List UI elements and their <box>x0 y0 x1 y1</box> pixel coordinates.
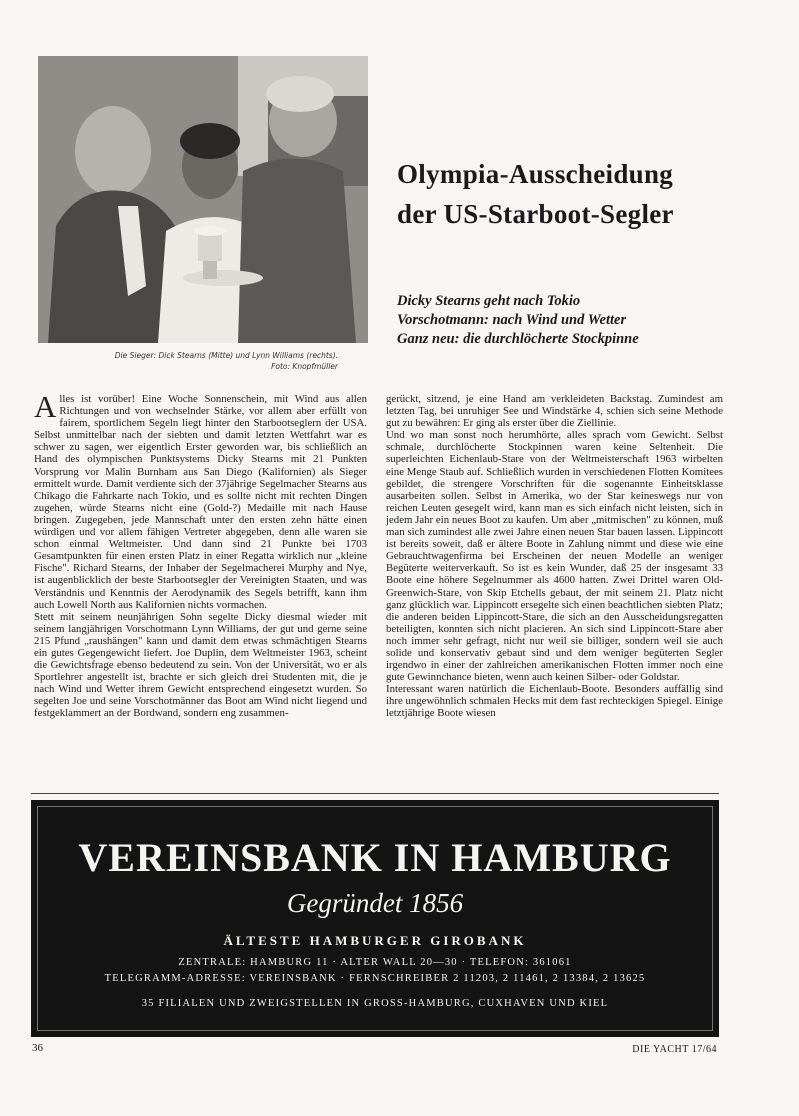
article-headline <box>397 154 787 234</box>
advert-address: ZENTRALE: HAMBURG 11 · ALTER WALL 20—30 · TELEFON: 361061 <box>178 957 572 968</box>
bank-advertisement <box>31 800 719 1037</box>
magazine-footer: DIE YACHT 17/64 <box>632 1044 717 1055</box>
drop-cap: A <box>34 389 57 424</box>
photo-illustration <box>38 56 368 343</box>
advert-rule <box>31 793 719 794</box>
paragraph-text: lles ist vorüber! Eine Woche Sonnenschein, mit Wind aus allen Richtungen und von wechselnder Stärke, vor allem aber erfüllt von fairem, sportlichem Segeln liegt hinter den Starbootseglern der USA. Selbst unmittelbar nach der siebten und damit letzten Wettfahrt war es schwer zu sagen, wer eigentlich Erster geworden war, bis schließlich an Hand des olympischen Punktsystems Dicky Stearns mit 21 Punkten Vorsprung vor Malin Burnham aus San Diego (Kalifornien) als Sieger ermittelt wurde. Damit verdiente sich der 37jährige Segelmacher Stearns aus Chikago die Fahrkarte nach Tokio, und es sollte nicht mit rechten Dingen zugehen, würde Stearns nicht eine (Gold-?) Medaille mit nach Hause bringen. Zugegeben, jede Mannschaft unter den ersten zehn hätte einen würdigen und vor allem fähigen Vertreter abgegeben, denn alle waren sie schon einmal Weltmeister. Und dann sind 21 Punkte bei 1703 Gesamtpunkten für einen ersten Platz in einer Regatta wirklich nur „kleine Fische". Richard Stearns, der Inhaber der Segelmacherei Murphy and Nye, ist augenblicklich der beste Starbootsegler der Vereinigten Staaten, und was Verständnis und Kenntnis der Aerodynamik des Segels betrifft, kann ihm auch Lowell North aus Kalifornien nichts vormachen. <box>34 393 367 611</box>
advert-founded: Gegründet 1856 <box>286 888 464 918</box>
article-subheadings <box>397 292 787 349</box>
subhead-line-3: Ganz neu: die durchlöcherte Stockpinne <box>397 331 639 347</box>
photo-caption <box>38 350 338 372</box>
subhead-line-1: Dicky Stearns geht nach Tokio <box>397 293 581 309</box>
article-photo <box>38 56 368 343</box>
paragraph <box>34 389 367 611</box>
advert-branches: 35 FILIALEN UND ZWEIGSTELLEN IN GROSS-HAMBURG, CUXHAVEN UND KIEL <box>141 998 609 1009</box>
photo-credit: Foto: Knopfmüller <box>271 362 338 371</box>
article-column-1 <box>34 389 367 720</box>
headline-line-2: der US-Starboot-Segler <box>397 199 674 229</box>
advert-telegram: TELEGRAMM-ADRESSE: VEREINSBANK · FERNSCHREIBER 2 11203, 2 11461, 2 13384, 2 13625 <box>104 973 646 984</box>
headline-line-1: Olympia-Ausscheidung <box>397 159 674 189</box>
paragraph: gerückt, sitzend, je eine Hand am verkleideten Backstag. Zumindest am letzten Tag, bei unruhiger See und Windstärke 4, schien sich seine Methode gut zu bewähren: Er ging als erster über die Ziellinie. <box>386 393 723 430</box>
advert-tagline: ÄLTESTE HAMBURGER GIROBANK <box>223 933 527 948</box>
article-column-2 <box>386 393 723 720</box>
advert-bank-name: VEREINSBANK IN HAMBURG <box>78 835 672 880</box>
page-number: 36 <box>32 1042 43 1054</box>
paragraph: Stett mit seinem neunjährigen Sohn segelte Dicky diesmal wieder mit seinem langjährigen Vorschotmann Lynn Williams, der gut und gerne seine 215 Pfund „raushängen" kann und damit dem etwas schmächtigen Stearns ein gutes Gegengewicht liefert. Joe Duplin, dem Weltmeister 1963, scheint die Gewichtsfrage ebenso bedeutend zu sein. Von der Universität, wo er als Sportlehrer angestellt ist, brachte er sich gleich drei Studenten mit, die je nach Wind und Wetter ihrem Gewicht entsprechend eingesetzt wurden. So segelten Joe und seine Vorschotmänner das Boot am Wind nicht liegend und festgeklammert an der Bordwand, sondern eng zusammen- <box>34 610 367 720</box>
caption-text: Die Sieger: Dick Stearns (Mitte) und Lynn Williams (rechts). <box>114 351 338 360</box>
paragraph: Interessant waren natürlich die Eichenlaub-Boote. Besonders auffällig sind ihre ungewöhnlich schmalen Hecks mit dem fast rechteckigen Spiegel. Einige letztjährige Boote wiesen <box>386 683 723 720</box>
paragraph: Und wo man sonst noch herumhörte, alles sprach vom Gewicht. Selbst schmale, durchlöcherte Stockpinnen waren keine Seltenheit. Die superleichten Eichenlaub-Stare von der Weltmeisterschaft 1963 wirbelten eine Menge Staub auf. Schließlich wurden in verschiedenen Flotten Komitees gebildet, die strengere Vorschriften für die sogenannte Einheitsklasse ausarbeiten sollen. Selbst in Amerika, wo der Star keineswegs nur von reichen Leuten gesegelt wird, kann man es sich einfach nicht leisten, sich in jedem Jahr ein neues Boot zu kaufen. Um aber „mitmischen" zu können, muß man sich zumindest alle zwei Jahre einen neuen Star bauen lassen. Lippincott ist bereits soweit, daß er ältere Boote in Zahlung nimmt und diese wie eine Gebrauchtwagenfirma bei Erscheinen der neuen Modelle an weniger Begüterte weiterverkauft. So ist es kein Wunder, daß 25 der insgesamt 33 Boote eine höhere Segelnummer als 4600 hatten. Zwei Drittel waren Old-Greenwich-Stare, von Skip Etchells gebaut, der mit seinem 21. Platz nicht ganz glücklich war. Lippincott ersegelte sich einen beachtlichen siebten Platz; die anderen beiden Lippincott-Stare, die sich an den Ausscheidungsregatten beteiligten, konnten sich nicht placieren. An sich sind Lippincott-Stare aber noch immer sehr gefragt, nicht nur weil sie billiger, sondern weil sie auch solide und konservativ gebaut sind und dem weniger begüterten Segler irgendwo in einer der zahlreichen amerikanischen Flotten immer noch eine gute Gewinnchance bieten, wenn auch keinen Silber- oder Goldstar. <box>386 429 723 684</box>
subhead-line-2: Vorschotmann: nach Wind und Wetter <box>397 312 627 328</box>
